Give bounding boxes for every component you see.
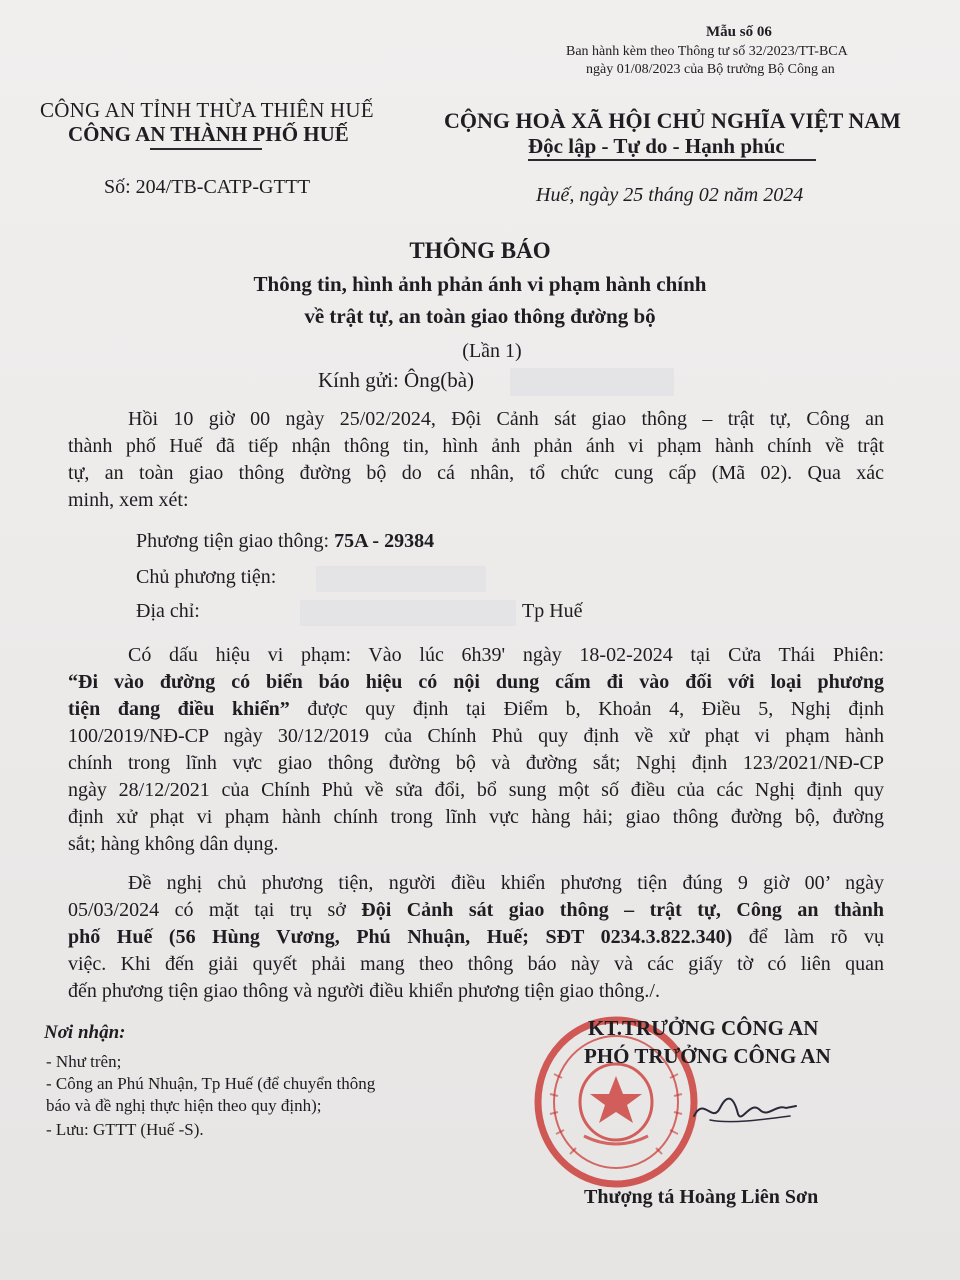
violation-line: chính trong lĩnh vực giao thông đường bộ và đường sắt; Nghị định 123/2021/NĐ-CP [68, 752, 884, 774]
recipient-item: - Lưu: GTTT (Huế -S). [46, 1120, 204, 1139]
violation-line: sắt; hàng không dân dụng. [68, 833, 279, 855]
agency-name: CÔNG AN THÀNH PHỐ HUẾ [68, 122, 349, 146]
form-issued-by-line: Ban hành kèm theo Thông tư số 32/2023/TT-BCA [566, 44, 848, 59]
recipients-heading: Nơi nhận: [44, 1022, 126, 1043]
request-line: đến phương tiện giao thông và người điều khiển phương tiện giao thông./. [68, 980, 660, 1002]
violation-line: Có dấu hiệu vi phạm: Vào lúc 6h39' ngày 18-02-2024 tại Cửa Thái Phiên: [128, 644, 884, 666]
intro-paragraph [68, 406, 884, 514]
intro-line: thành phố Huế đã tiếp nhận thông tin, hình ảnh phản ánh vi phạm hành chính về trật [68, 435, 884, 457]
violation-line [68, 696, 884, 723]
signature-title-1: KT.TRƯỞNG CÔNG AN [588, 1016, 819, 1040]
national-title: CỘNG HOÀ XÃ HỘI CHỦ NGHĨA VIỆT NAM [444, 108, 901, 133]
violation-line: “Đi vào đường có biển báo hiệu có nội dung cấm đi vào đối với loại phương [68, 671, 884, 693]
form-issued-date-line: ngày 01/08/2023 của Bộ trưởng Bộ Công an [586, 62, 835, 77]
violation-line: ngày 28/12/2021 của Chính Phủ về sửa đổi, bổ sung một số điều của các Nghị định quy [68, 779, 884, 801]
intro-line: Hồi 10 giờ 00 ngày 25/02/2024, Đội Cảnh sát giao thông – trật tự, Công an [128, 408, 884, 430]
issue-number: (Lần 1) [462, 340, 522, 362]
document-number: Số: 204/TB-CATP-GTTT [104, 176, 311, 198]
intro-line: tự, an toàn giao thông đường bộ do cá nhân, tổ chức cung cấp (Mã 02). Qua xác [68, 462, 884, 484]
signer-name: Thượng tá Hoàng Liên Sơn [584, 1186, 819, 1208]
license-plate: 75A - 29384 [334, 530, 435, 552]
request-text: 05/03/2024 có mặt tại trụ sở [68, 899, 362, 921]
request-line: Đề nghị chủ phương tiện, người điều khiển phương tiện đúng 9 giờ 00’ ngày [128, 872, 884, 894]
request-bold-text: phố Huế (56 Hùng Vương, Phú Nhuận, Huế; SĐT 0234.3.822.340) [68, 926, 733, 948]
vehicle-label: Phương tiện giao thông: [136, 530, 330, 552]
redacted-owner [316, 566, 486, 592]
document-subtitle-1: Thông tin, hình ảnh phản ánh vi phạm hành chính [253, 272, 707, 296]
violation-line: 100/2019/NĐ-CP ngày 30/12/2019 của Chính Phủ quy định về xử phạt vi phạm hành [68, 725, 884, 747]
owner-label: Chủ phương tiện: [136, 566, 277, 588]
addressee-label: Kính gửi: Ông(bà) [318, 368, 475, 392]
recipient-item: - Công an Phú Nhuận, Tp Huế (để chuyển thông [46, 1074, 376, 1093]
address-label: Địa chỉ: [136, 600, 200, 622]
document-subtitle-2: về trật tự, an toàn giao thông đường bộ [304, 304, 656, 328]
request-bold-text: Đội Cảnh sát giao thông – trật tự, Công an thành [361, 899, 884, 921]
form-number: Mẫu số 06 [706, 24, 772, 40]
request-line [68, 897, 884, 924]
motto-underline [528, 159, 816, 161]
violation-text: được quy định tại Điểm b, Khoản 4, Điều 5, Nghị định [289, 698, 884, 720]
request-line: việc. Khi đến giải quyết phải mang theo thông báo này và các giấy tờ có liên quan [68, 953, 884, 975]
request-line [68, 924, 884, 951]
recipient-item: báo và đề nghị thực hiện theo quy định); [46, 1096, 322, 1115]
violation-line: định xử phạt vi phạm hành chính trong lĩnh vực hàng hải; giao thông đường bộ, đường [68, 806, 884, 828]
address-city: Tp Huế [522, 600, 583, 622]
agency-underline [150, 148, 262, 150]
redacted-name [510, 368, 674, 396]
dateline: Huế, ngày 25 tháng 02 năm 2024 [536, 184, 804, 206]
national-motto: Độc lập - Tự do - Hạnh phúc [528, 134, 785, 158]
signature-title-2: PHÓ TRƯỞNG CÔNG AN [584, 1044, 831, 1068]
redacted-address [300, 600, 516, 626]
recipient-item: - Như trên; [46, 1052, 122, 1071]
vehicle-field [136, 530, 434, 553]
agency-parent: CÔNG AN TỈNH THỪA THIÊN HUẾ [40, 98, 374, 122]
intro-line: minh, xem xét: [68, 489, 189, 511]
handwritten-signature [690, 1090, 800, 1130]
request-paragraph [68, 870, 884, 1005]
document-title: THÔNG BÁO [409, 238, 551, 263]
violation-bold-text: tiện đang điều khiển” [68, 698, 290, 720]
request-text: để làm rõ vụ [732, 926, 884, 948]
violation-paragraph [68, 642, 884, 858]
